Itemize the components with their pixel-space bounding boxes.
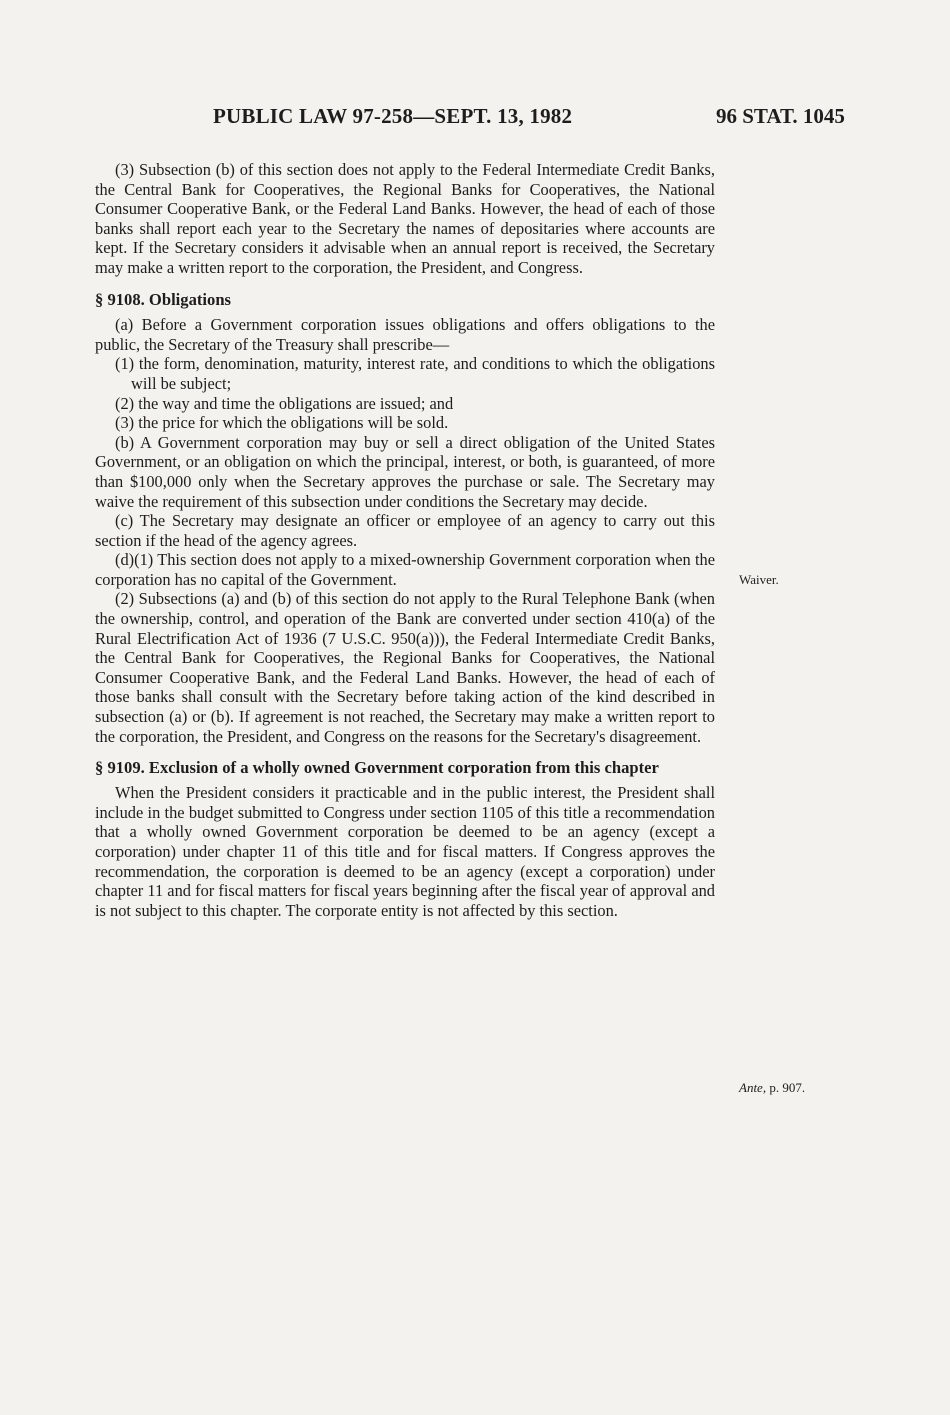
paragraph-a-3: (3) the price for which the obligations will be sold. [115, 413, 449, 433]
paragraph-9109: When the President considers it practicable and in the public interest, the President shall include in the budget submitted to Congress under section 1105 of this title a recommendation that a wholly owned Government corporation be deemed to be an agency (except a corporation) under chapter 11 of this title and for fiscal matters. If Congress approves the recommendation, the corporation is deemed to be an agency (except a corporation) under chapter 11 and for fiscal matters for fiscal years beginning after the fiscal year of approval and is not subject to this chapter. The corporate entity is not affected by this section. [95, 783, 715, 920]
section-heading-9108: § 9108. Obligations [95, 289, 231, 309]
margin-note-ante-page: p. 907. [766, 1080, 806, 1095]
paragraph-a: (a) Before a Government corporation issues obligations and offers obligations to the public, the Secretary of the Treasury shall prescribe— [95, 315, 715, 354]
page-title: PUBLIC LAW 97-258—SEPT. 13, 1982 [213, 104, 573, 128]
paragraph-subsection-3: (3) Subsection (b) of this section does not apply to the Federal Intermediate Credit Banks, the Central Bank for Cooperatives, the Regional Banks for Cooperatives, the National Consumer Cooperative Bank, or the Federal Land Banks. However, the head of each of those banks shall report each year to the Secretary the names of depositaries where accounts are kept. If the Secretary considers it advisable when an annual report is received, the Secretary may make a written report to the corporation, the President, and Congress. [95, 160, 715, 277]
paragraph-b: (b) A Government corporation may buy or sell a direct obligation of the United States Government, or an obligation on which the principal, interest, or both, is guaranteed, of more than $100,000 only when the Secretary approves the purchase or sale. The Secretary may waive the requirement of this subsection under conditions the Secretary may decide. [95, 432, 715, 511]
margin-note-waiver: Waiver. [739, 572, 779, 587]
main-text [95, 160, 715, 920]
stat-citation: 96 STAT. 1045 [716, 104, 845, 128]
running-header [0, 104, 950, 134]
margin-note-ante-italic: Ante, [739, 1080, 767, 1095]
paragraph-c: (c) The Secretary may designate an officer or employee of an agency to carry out this section if the head of the agency agrees. [95, 511, 715, 550]
section-heading-9109: § 9109. Exclusion of a wholly owned Government corporation from this chapter [95, 758, 659, 778]
margin-note-ante [739, 1080, 805, 1096]
paragraph-d-1: (d)(1) This section does not apply to a mixed-ownership Government corporation when the corporation has no capital of the Government. [95, 550, 715, 589]
paragraph-a-2: (2) the way and time the obligations are issued; and [115, 393, 454, 413]
paragraph-a-1: (1) the form, denomination, maturity, interest rate, and conditions to which the obligations will be subject; [115, 354, 715, 393]
paragraph-d-2: (2) Subsections (a) and (b) of this section do not apply to the Rural Telephone Bank (when the ownership, control, and operation of the Bank are converted under section 410(a) of the Rural Electrification Act of 1936 (7 U.S.C. 950(a))), the Federal Intermediate Credit Banks, the Central Bank for Cooperatives, the Regional Banks for Cooperatives, the National Consumer Cooperative Bank, and the Federal Land Banks. However, the head of each of those banks shall consult with the Secretary before taking action of the kind described in subsection (a) or (b). If agreement is not reached, the Secretary may make a written report to the corporation, the President, and Congress on the reasons for the Secretary's disagreement. [95, 589, 715, 746]
